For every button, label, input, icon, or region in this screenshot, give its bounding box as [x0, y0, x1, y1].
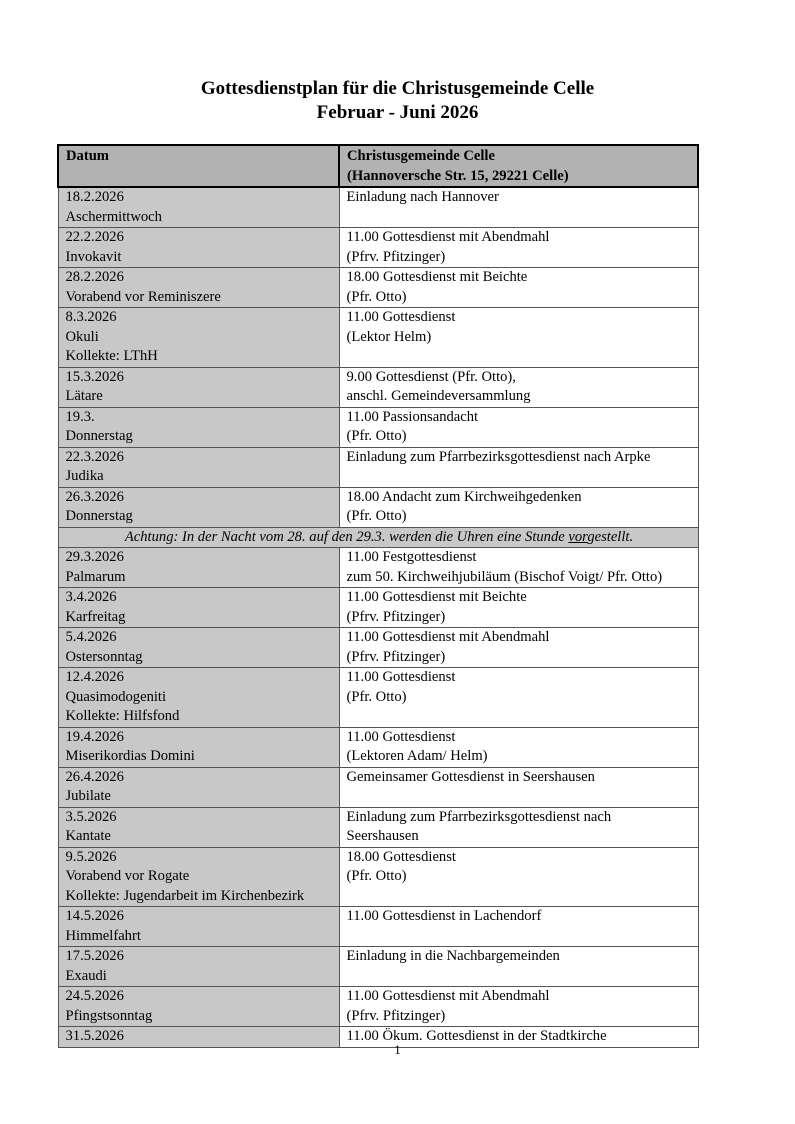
service-cell	[339, 907, 698, 947]
empty-line	[347, 927, 693, 947]
date-cell-line: Donnerstag	[65, 428, 133, 444]
service-cell-line: Seershausen	[346, 828, 419, 844]
empty-line	[347, 787, 693, 807]
date-cell	[58, 727, 339, 767]
title-line-2: Februar - Juni 2026	[316, 102, 479, 123]
date-cell	[58, 987, 339, 1027]
service-cell	[339, 268, 698, 308]
service-cell-line: (Pfrv. Pfitzinger)	[346, 608, 446, 625]
empty-line	[347, 467, 693, 487]
service-cell-line: Einladung in die Nachbargemeinden	[346, 948, 560, 964]
notice-row	[58, 527, 698, 548]
service-cell-line: 11.00 Gottesdienst mit Beichte	[346, 589, 527, 605]
service-cell-line: 18.00 Gottesdienst mit Beichte	[346, 269, 528, 285]
service-cell-line: 11.00 Festgottesdienst	[346, 549, 477, 565]
service-cell-line: 11.00 Gottesdienst mit Abendmahl	[346, 629, 550, 645]
service-cell-line: (Lektor Helm)	[346, 328, 432, 345]
service-cell-line: Gemeinsamer Gottesdienst in Seershausen	[346, 768, 595, 785]
service-cell-line: 11.00 Gottesdienst	[346, 669, 456, 685]
service-cell	[339, 807, 698, 847]
table-row	[58, 947, 698, 987]
date-cell-line: 26.3.2026	[65, 488, 124, 505]
table-row	[58, 588, 698, 628]
page-number: 1	[394, 1042, 401, 1057]
date-cell-line: Quasimodogeniti	[65, 688, 167, 705]
date-cell-line: Ostersonntag	[65, 648, 143, 665]
date-cell-line: 12.4.2026	[65, 669, 124, 685]
date-cell-line: 24.5.2026	[65, 988, 124, 1004]
date-cell-line: 26.4.2026	[65, 768, 124, 785]
service-cell-line: Einladung zum Pfarrbezirksgottesdienst nach	[346, 808, 612, 825]
service-cell-line: 11.00 Gottesdienst mit Abendmahl	[346, 229, 550, 245]
service-cell-line: (Pfr. Otto)	[346, 688, 407, 705]
service-cell	[339, 487, 698, 527]
service-cell-line: zum 50. Kirchweihjubiläum (Bischof Voigt/ Pfr. Otto)	[346, 568, 663, 585]
table-row	[58, 987, 698, 1027]
date-cell-line: 14.5.2026	[65, 908, 124, 924]
table-row	[58, 548, 698, 588]
date-cell	[58, 268, 339, 308]
header-date-label: Datum	[66, 148, 109, 164]
date-cell-line: 22.3.2026	[65, 448, 124, 465]
empty-line	[347, 707, 693, 727]
table-row	[58, 628, 698, 668]
service-cell-line: 11.00 Gottesdienst mit Abendmahl	[346, 988, 550, 1004]
service-cell	[339, 847, 698, 907]
date-cell	[58, 187, 339, 228]
date-cell-line: 8.3.2026	[65, 309, 117, 325]
service-cell	[339, 727, 698, 767]
header-date-cell	[58, 145, 339, 187]
service-cell-line: (Pfr. Otto)	[346, 868, 407, 884]
notice-cell	[58, 527, 698, 548]
date-cell-line: Kollekte: Jugendarbeit im Kirchenbezirk	[65, 887, 305, 904]
date-cell	[58, 767, 339, 807]
service-cell-line: 11.00 Ökum. Gottesdienst in der Stadtkirche	[346, 1028, 607, 1044]
date-cell-line: 29.3.2026	[65, 549, 124, 565]
service-schedule-table	[57, 144, 699, 1048]
table-row	[58, 367, 698, 407]
date-cell-line: Pfingstsonntag	[65, 1007, 153, 1024]
header-congregation-cell	[339, 145, 698, 187]
date-cell	[58, 228, 339, 268]
service-cell	[339, 308, 698, 368]
service-cell-line: anschl. Gemeindeversammlung	[346, 388, 531, 404]
service-cell-line: (Lektoren Adam/ Helm)	[346, 748, 488, 764]
table-row	[58, 228, 698, 268]
service-cell-line: (Pfrv. Pfitzinger)	[346, 648, 446, 665]
date-cell-line: Himmelfahrt	[65, 927, 141, 944]
table-row	[58, 187, 698, 228]
table-row	[58, 668, 698, 728]
date-cell-line: Vorabend vor Rogate	[65, 868, 190, 884]
date-cell-line: Miserikordias Domini	[65, 748, 195, 764]
empty-line	[347, 208, 693, 228]
service-cell-line: (Pfr. Otto)	[346, 428, 407, 444]
date-cell-line: 5.4.2026	[65, 629, 117, 645]
date-cell-line: Kollekte: Hilfsfond	[65, 708, 180, 724]
table-header-row	[58, 145, 698, 187]
date-cell	[58, 628, 339, 668]
date-cell-line: Karfreitag	[65, 608, 126, 625]
date-cell-line: Invokavit	[65, 248, 122, 265]
document-title	[0, 77, 795, 125]
service-cell-line: (Pfr. Otto)	[346, 288, 407, 305]
service-cell-line: (Pfrv. Pfitzinger)	[346, 1007, 446, 1024]
date-cell-line: Vorabend vor Reminiszere	[65, 288, 221, 305]
service-cell	[339, 588, 698, 628]
service-cell	[339, 628, 698, 668]
date-cell	[58, 548, 339, 588]
table-row	[58, 487, 698, 527]
service-cell	[339, 187, 698, 228]
table-row	[58, 727, 698, 767]
date-cell-line: Kantate	[65, 828, 111, 844]
date-cell-line: 19.3.	[65, 408, 95, 425]
empty-line	[347, 967, 693, 987]
date-cell	[58, 487, 339, 527]
service-cell	[339, 947, 698, 987]
date-cell-line: Lätare	[65, 388, 103, 404]
service-cell-line: (Pfrv. Pfitzinger)	[346, 248, 446, 265]
date-cell-line: Palmarum	[65, 568, 126, 585]
service-cell-line: Einladung zum Pfarrbezirksgottesdienst nach Arpke	[346, 448, 651, 465]
date-cell	[58, 447, 339, 487]
table-row	[58, 308, 698, 368]
date-cell	[58, 367, 339, 407]
date-cell-line: 31.5.2026	[65, 1028, 124, 1044]
service-cell	[339, 767, 698, 807]
service-cell	[339, 447, 698, 487]
table-row	[58, 767, 698, 807]
date-cell-line: 3.5.2026	[65, 808, 117, 825]
table-row	[58, 407, 698, 447]
date-cell-line: Judika	[65, 468, 104, 484]
date-cell	[58, 668, 339, 728]
service-cell-line: 18.00 Gottesdienst	[346, 848, 456, 865]
date-cell	[58, 308, 339, 368]
date-cell-line: 28.2.2026	[65, 269, 124, 285]
table-row	[58, 447, 698, 487]
service-cell	[339, 548, 698, 588]
service-cell	[339, 367, 698, 407]
date-cell-line: 17.5.2026	[65, 948, 124, 964]
date-cell-line: 22.2.2026	[65, 229, 124, 245]
date-cell-line: Donnerstag	[65, 508, 133, 524]
date-cell-line: Jubilate	[65, 788, 111, 804]
table-row	[58, 907, 698, 947]
service-cell-line: 11.00 Gottesdienst in Lachendorf	[346, 908, 542, 924]
notice-text-underlined: vor	[568, 528, 588, 545]
date-cell	[58, 847, 339, 907]
table-row	[58, 847, 698, 907]
title-line-1: Gottesdienstplan für die Christusgemeinde Celle	[200, 78, 595, 99]
service-cell-line: Einladung nach Hannover	[346, 189, 499, 205]
date-cell-line: Aschermittwoch	[65, 208, 162, 225]
service-cell-line: 9.00 Gottesdienst (Pfr. Otto),	[346, 368, 516, 385]
date-cell	[58, 807, 339, 847]
service-cell	[339, 668, 698, 728]
header-congregation-name: Christusgemeinde Celle	[347, 148, 495, 164]
service-cell-line: 11.00 Passionsandacht	[346, 408, 479, 425]
date-cell	[58, 907, 339, 947]
service-cell	[339, 987, 698, 1027]
date-cell-line: Kollekte: LThH	[65, 348, 158, 364]
date-cell	[58, 407, 339, 447]
service-cell-line: 18.00 Andacht zum Kirchweihgedenken	[346, 488, 582, 505]
empty-line	[347, 347, 693, 367]
date-cell-line: 9.5.2026	[65, 848, 117, 865]
table-row	[58, 268, 698, 308]
table-row	[58, 807, 698, 847]
date-cell-line: 18.2.2026	[65, 189, 124, 205]
service-cell-line: 11.00 Gottesdienst	[346, 309, 456, 325]
service-cell-line: (Pfr. Otto)	[346, 508, 407, 524]
date-cell-line: Exaudi	[65, 967, 107, 984]
date-cell-line: 19.4.2026	[65, 728, 124, 745]
date-cell	[58, 588, 339, 628]
date-cell-line: 3.4.2026	[65, 589, 117, 605]
date-cell-line: Okuli	[65, 328, 99, 345]
service-cell	[339, 228, 698, 268]
empty-line	[347, 887, 693, 907]
service-cell	[339, 407, 698, 447]
notice-text-end: gestellt.	[587, 528, 634, 545]
date-cell	[58, 947, 339, 987]
date-cell-line: 15.3.2026	[65, 368, 124, 385]
service-cell-line: 11.00 Gottesdienst	[346, 728, 456, 745]
header-congregation-address: (Hannoversche Str. 15, 29221 Celle)	[347, 167, 569, 184]
notice-text: Achtung: In der Nacht vom 28. auf den 29.3. werden die Uhren eine Stunde	[124, 528, 569, 545]
